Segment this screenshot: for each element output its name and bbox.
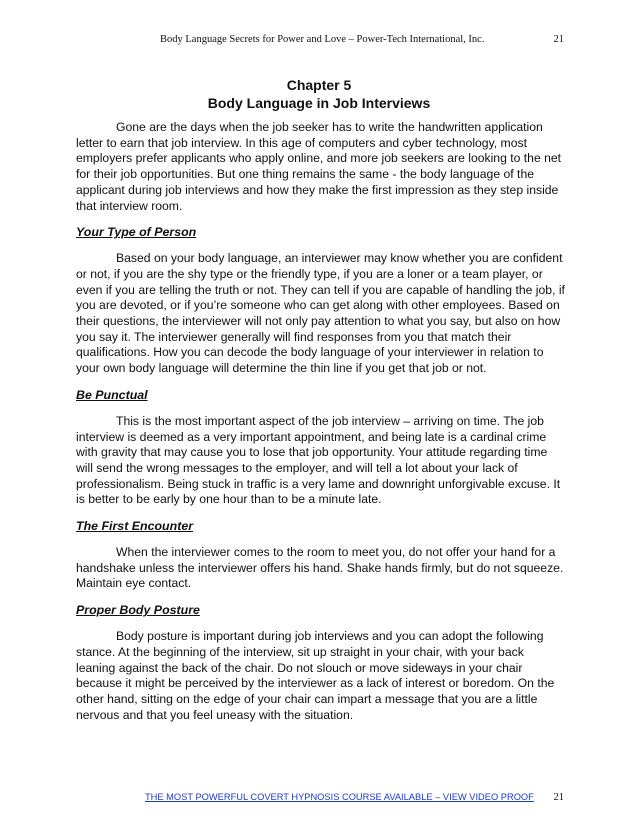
section-body-first-encounter: When the interviewer comes to the room to meet you, do not offer your hand for a handshake unless the interviewer offers his hand. Shake hands firmly, but do not squeeze. Maintain eye contact. [76,545,564,591]
page-header [0,34,638,50]
header-page-number: 21 [553,34,564,45]
section-heading-type-of-person: Your Type of Person [76,225,197,240]
section-body-body-posture: Body posture is important during job interviews and you can adopt the following stance. At the beginning of the interview, sit up straight in your chair, with your back leaning against the back of the chair. Do not slouch or move sideways in your chair because it might be perceived by the interviewer as a lack of interest or boredom. On the other hand, sitting on the edge of your chair can impart a message that you are a little nervous and that you feel uneasy with the situation. [76,629,555,722]
page-content [76,120,566,734]
footer-promo-link[interactable]: THE MOST POWERFUL COVERT HYPNOSIS COURSE AVAILABLE – VIEW VIDEO PROOF [145,792,534,802]
chapter-title: Body Language in Job Interviews [207,95,431,111]
header-title: Body Language Secrets for Power and Love – Power-Tech International, Inc. [160,34,485,45]
footer-page-number: 21 [553,792,564,803]
chapter-number: Chapter 5 [286,77,352,93]
intro-paragraph: Gone are the days when the job seeker has to write the handwritten application letter to earn that job interview. In this age of computers and cyber technology, most employers prefer applicants who apply online, and more job seekers are looking to the net for their job opportunities. But one thing remains the same - the body language of the applicant during job interviews and how they make the first impression as they step inside that interview room. [76,120,562,213]
section-body-be-punctual: This is the most important aspect of the job interview – arriving on time. The job interview is deemed as a very important appointment, and being late is a cardinal crime with gravity that may cause you to lose that job opportunity. Your attitude regarding time will send the wrong messages to the employer, and will tell a lot about your lack of professionalism. Being stuck in traffic is a very lame and downright unforgivable excuse. It is better to be early by one hour than to be a minute late. [76,413,561,507]
section-heading-body-posture: Proper Body Posture [76,603,200,618]
section-heading-be-punctual: Be Punctual [76,387,148,402]
chapter-heading [0,76,638,112]
section-heading-first-encounter: The First Encounter [76,519,194,534]
page-footer [0,792,638,808]
section-body-type-of-person: Based on your body language, an interviewer may know whether you are confident or not, if you are the shy type or the friendly type, if you are a loner or a team player, or even if you are telling the truth or not. They can tell if you are capable of handling the job, if you are devoted, or if you’re someone who can get along with other employees. Based on their questions, the interviewer will not only pay attention to what you say, but also on how you say it. The interviewer generally will find responses from you that match their qualifications. How you can decode the body language of your interviewer in relation to your own body language will determine the thin line if you get that job or not. [76,251,565,376]
